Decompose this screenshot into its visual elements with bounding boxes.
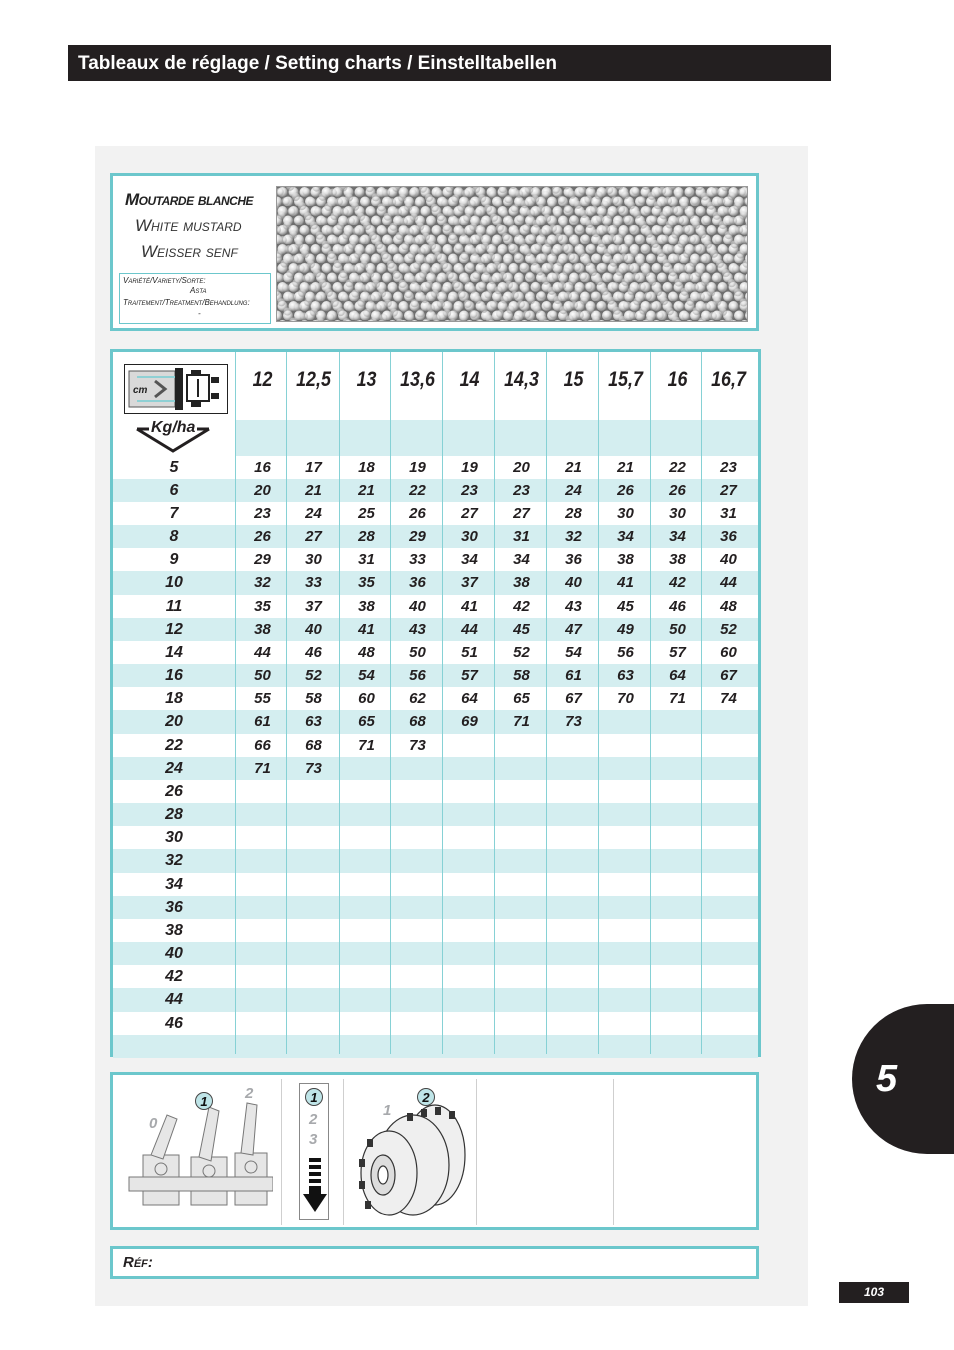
svg-text:cm: cm	[133, 385, 148, 396]
table-cell: 24	[305, 504, 322, 522]
table-cell: 68	[305, 736, 322, 754]
separator	[613, 1079, 614, 1225]
row-rate-label: 38	[165, 921, 183, 939]
table-cell: 30	[617, 504, 634, 522]
table-cell: 65	[358, 713, 375, 731]
table-cell: 27	[720, 481, 737, 499]
table-cell: 42	[669, 574, 686, 592]
table-cell: 23	[461, 481, 478, 499]
table-cell: 26	[617, 481, 634, 499]
speed-position-2: 2	[309, 1111, 318, 1128]
table-cell: 44	[720, 574, 737, 592]
table-cell: 37	[461, 574, 478, 592]
table-cell: 40	[565, 574, 582, 592]
table-cell: 34	[513, 551, 530, 569]
table-cell: 35	[358, 574, 375, 592]
separator	[343, 1079, 344, 1225]
table-cell: 22	[669, 458, 686, 476]
chapter-number: 5	[876, 1058, 898, 1100]
table-cell: 17	[305, 458, 322, 476]
row-rate-label: 40	[165, 945, 183, 963]
table-cell: 47	[565, 620, 582, 638]
table-cell: 21	[358, 481, 375, 499]
table-cell: 34	[617, 528, 634, 545]
table-cell: 26	[669, 481, 686, 499]
page-number: 103	[839, 1282, 909, 1303]
row-rate-label: 16	[165, 667, 183, 685]
table-cell: 21	[305, 481, 322, 499]
table-cell: 44	[254, 643, 271, 661]
table-cell: 23	[720, 458, 737, 476]
crop-name-fr: Moutarde blanche	[125, 190, 253, 209]
table-cell: 38	[358, 597, 375, 615]
treatment-value: -	[198, 309, 201, 318]
separator	[281, 1079, 282, 1225]
table-cell: 50	[669, 620, 686, 638]
row-rate-label: 10	[165, 574, 183, 592]
table-cell: 24	[565, 481, 582, 499]
column-header: 13,6	[400, 368, 435, 391]
table-cell: 73	[409, 736, 426, 754]
row-rate-label: 32	[165, 852, 183, 870]
table-cell: 54	[358, 667, 375, 685]
table-cell: 52	[720, 620, 737, 638]
row-rate-label: 6	[169, 481, 179, 499]
row-rate-label: 42	[165, 968, 183, 986]
table-cell: 67	[720, 667, 737, 685]
table-cell: 71	[254, 759, 271, 777]
row-rate-label: 26	[165, 782, 183, 800]
table-cell: 50	[254, 667, 271, 685]
table-cell: 30	[461, 528, 478, 545]
row-rate-label: 28	[165, 806, 183, 824]
table-cell: 61	[565, 667, 582, 685]
table-cell: 27	[513, 504, 530, 522]
table-cell: 29	[409, 528, 426, 545]
table-cell: 57	[461, 667, 478, 685]
treatment-label: Traitement/Treatment/Behandlung:	[123, 298, 250, 307]
table-cell: 60	[358, 690, 375, 708]
reference-label: Réf:	[123, 1254, 153, 1271]
table-cell: 56	[617, 643, 634, 661]
table-cell: 62	[409, 690, 426, 708]
table-cell: 71	[669, 690, 686, 708]
table-cell: 31	[720, 504, 737, 522]
row-rate-label: 5	[169, 458, 179, 476]
speed-position-3: 3	[309, 1131, 318, 1148]
settings-box	[110, 1072, 759, 1230]
table-cell: 50	[409, 643, 426, 661]
table-cell: 38	[669, 551, 686, 569]
separator	[476, 1079, 477, 1225]
crop-title-box	[110, 173, 759, 331]
row-rate-label: 36	[165, 898, 183, 916]
gearbox-illustration	[349, 1095, 473, 1223]
seed-photo	[276, 186, 748, 322]
table-cell: 52	[513, 643, 530, 661]
table-cell: 44	[461, 620, 478, 638]
row-rate-label: 9	[169, 551, 179, 569]
variety-value: Asta	[190, 286, 207, 295]
row-rate-label: 34	[165, 875, 183, 893]
column-header: 15	[563, 368, 584, 391]
gear-position-2-selected: 2	[417, 1088, 435, 1106]
table-cell: 40	[409, 597, 426, 615]
column-header: 15,7	[608, 368, 643, 391]
table-cell: 37	[305, 597, 322, 615]
table-cell: 69	[461, 713, 478, 731]
table-cell: 19	[461, 458, 478, 476]
table-cell: 23	[254, 504, 271, 522]
table-cell: 68	[409, 713, 426, 731]
down-arrow-icon	[303, 1156, 327, 1218]
lever-position-0: 0	[149, 1115, 158, 1132]
table-cell: 71	[358, 736, 375, 754]
speed-position-1-selected: 1	[305, 1088, 323, 1106]
table-cell: 20	[513, 458, 530, 476]
table-cell: 26	[409, 504, 426, 522]
table-cell: 22	[409, 481, 426, 499]
column-header: 16	[667, 368, 688, 391]
row-rate-label: 7	[169, 504, 179, 522]
table-cell: 31	[358, 551, 375, 569]
crop-name-en: White mustard	[135, 216, 242, 235]
table-cell: 60	[720, 643, 737, 661]
table-cell: 33	[305, 574, 322, 592]
table-cell: 61	[254, 713, 271, 731]
table-cell: 26	[254, 528, 271, 545]
lever-position-2: 2	[245, 1085, 254, 1102]
table-cell: 40	[305, 620, 322, 638]
table-cell: 28	[358, 528, 375, 545]
table-cell: 66	[254, 736, 271, 754]
row-rate-label: 11	[165, 597, 183, 615]
table-cell: 46	[669, 597, 686, 615]
page-header: Tableaux de réglage / Setting charts / Einstelltabellen	[68, 45, 831, 81]
table-cell: 36	[565, 551, 582, 569]
row-rate-label: 12	[165, 620, 183, 638]
table-cell: 51	[461, 643, 478, 661]
lever-position-1-selected: 1	[195, 1092, 213, 1110]
table-cell: 58	[305, 690, 322, 708]
column-header: 12	[252, 368, 273, 391]
table-cell: 32	[254, 574, 271, 592]
row-rate-label: 46	[165, 1014, 183, 1032]
table-cell: 71	[513, 713, 530, 731]
table-cell: 29	[254, 551, 271, 569]
table-cell: 27	[305, 528, 322, 545]
chapter-tab	[852, 1004, 954, 1154]
table-cell: 65	[513, 690, 530, 708]
speed-selector-panel	[299, 1083, 329, 1220]
column-divider	[339, 352, 340, 1054]
table-cell: 36	[409, 574, 426, 592]
table-cell: 20	[254, 481, 271, 499]
table-cell: 28	[565, 504, 582, 522]
column-header: 14	[459, 368, 480, 391]
drill-icon	[124, 364, 228, 414]
table-cell: 73	[305, 759, 322, 777]
table-cell: 40	[720, 551, 737, 569]
table-cell: 52	[305, 667, 322, 685]
table-cell: 18	[358, 458, 375, 476]
table-cell: 38	[617, 551, 634, 569]
table-cell: 73	[565, 713, 582, 731]
table-cell: 56	[409, 667, 426, 685]
table-cell: 64	[461, 690, 478, 708]
table-cell: 48	[358, 643, 375, 661]
column-header: 13	[356, 368, 377, 391]
table-cell: 42	[513, 597, 530, 615]
table-cell: 54	[565, 643, 582, 661]
row-rate-label: 18	[165, 690, 183, 708]
table-cell: 46	[305, 643, 322, 661]
table-cell: 16	[254, 458, 271, 476]
table-cell: 19	[409, 458, 426, 476]
row-rate-label: 24	[165, 759, 183, 777]
table-cell: 63	[305, 713, 322, 731]
table-cell: 31	[513, 528, 530, 545]
column-header: 12,5	[296, 368, 331, 391]
variety-box	[119, 273, 271, 324]
unit-label	[133, 419, 213, 455]
table-cell: 48	[720, 597, 737, 615]
table-cell: 64	[669, 667, 686, 685]
gear-position-1: 1	[383, 1102, 392, 1119]
table-cell: 43	[409, 620, 426, 638]
table-cell: 45	[617, 597, 634, 615]
table-cell: 67	[565, 690, 582, 708]
row-rate-label: 8	[169, 528, 179, 545]
table-cell: 32	[565, 528, 582, 545]
header-band	[235, 420, 758, 456]
column-header: 16,7	[711, 368, 746, 391]
row-rate-label: 14	[165, 643, 183, 661]
row-band	[113, 1035, 758, 1058]
table-cell: 74	[720, 690, 737, 708]
column-header: 14,3	[504, 368, 539, 391]
table-cell: 34	[669, 528, 686, 545]
row-rate-label: 44	[165, 991, 183, 1009]
table-cell: 41	[358, 620, 375, 638]
table-cell: 27	[461, 504, 478, 522]
table-cell: 63	[617, 667, 634, 685]
table-cell: 41	[461, 597, 478, 615]
table-cell: 30	[669, 504, 686, 522]
table-cell: 58	[513, 667, 530, 685]
table-cell: 38	[254, 620, 271, 638]
table-cell: 33	[409, 551, 426, 569]
crop-name-de: Weisser senf	[141, 242, 238, 261]
table-cell: 45	[513, 620, 530, 638]
table-cell: 38	[513, 574, 530, 592]
unit-text: Kg/ha	[151, 419, 196, 436]
column-divider	[235, 352, 236, 1054]
table-cell: 30	[305, 551, 322, 569]
table-cell: 34	[461, 551, 478, 569]
reference-field	[110, 1246, 759, 1279]
setting-table	[110, 349, 761, 1057]
table-cell: 23	[513, 481, 530, 499]
table-cell: 49	[617, 620, 634, 638]
table-cell: 36	[720, 528, 737, 545]
row-rate-label: 30	[165, 829, 183, 847]
table-cell: 70	[617, 690, 634, 708]
table-cell: 55	[254, 690, 271, 708]
table-cell: 57	[669, 643, 686, 661]
row-rate-label: 20	[165, 713, 183, 731]
table-cell: 25	[358, 504, 375, 522]
table-cell: 43	[565, 597, 582, 615]
row-rate-label: 22	[165, 736, 183, 754]
variety-label: Variété/Variety/Sorte:	[123, 276, 206, 285]
table-cell: 21	[617, 458, 634, 476]
table-cell: 41	[617, 574, 634, 592]
table-cell: 35	[254, 597, 271, 615]
table-cell: 21	[565, 458, 582, 476]
